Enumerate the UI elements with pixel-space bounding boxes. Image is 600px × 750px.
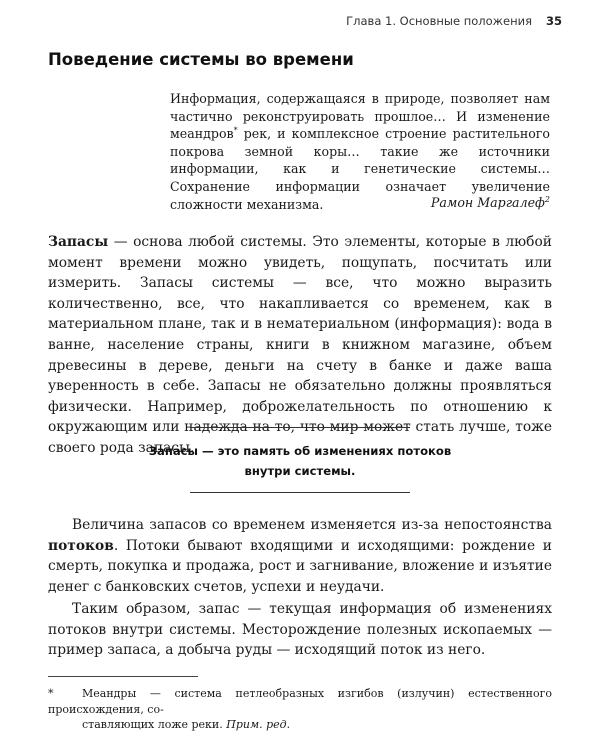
running-head [346,14,562,28]
term-flows: потоков [48,537,114,554]
epigraph-author-name: Рамон Маргалеф [430,195,545,210]
footnote-rule [48,676,198,677]
callout [130,441,470,481]
section-title: Поведение системы во времени [48,50,354,69]
callout-line-2: внутри системы. [244,464,356,478]
epigraph-author [431,195,550,210]
term-stocks: Запасы [48,234,109,250]
footnote-mark: * [48,687,54,700]
running-head-chapter: Глава 1. Основные положения [346,14,532,28]
footnote [48,686,552,733]
footnote-line-1: Меандры — система петлеобразных изгибов (излучин) естественного происхождения, со- [48,687,552,716]
epigraph-author-note: 2 [544,194,550,204]
epigraph-text: Информация, содержащаяся в природе, позволяет нам частично реконструировать прошлое… И изменение меандров [170,91,550,142]
epigraph-text-continued: рек, и комплексное строение растительного покрова земной коры… такие же источники информации, как и генетические системы… Сохранение информации означает увеличение сложности механизма. [170,126,550,212]
paragraph-stocks [48,232,552,459]
page-number: 35 [545,14,562,28]
paragraph-flows [48,515,552,597]
paragraph-stocks-text: — основа любой системы. Это элементы, которые в любой момент времени можно увидеть, пощупать, посчитать или измерить. Запасы системы — все, что можно выразить количественно, все, что накапливается со временем, как в материальном плане, так и в нематериальном (информация): вода в ванне, население страны, книги в книжном магазине, объем древесины в дереве, деньги на счету в банке и даже ваша уверенность в себе. Запасы не обязательно должны проявляться физически. Например, доброжелательность по отношению к окружающим или надежда на то, что мир может стать лучше, тоже своего рода запасы. [48,234,552,456]
footnote-line-2: ставляющих ложе реки. [82,718,223,731]
paragraph-flows-text-before: Величина запасов со временем изменяется из-за непостоянства [72,517,552,533]
callout-rule-bottom [190,492,410,493]
epigraph-footnote-mark: * [233,126,238,135]
callout-rule-top [190,427,410,428]
callout-line-1: Запасы — это память об изменениях потоков [148,444,452,458]
footnote-editor-note: Прим. ред. [226,718,291,731]
paragraph-flows-text-after: . Потоки бывают входящими и исходящими: рождение и смерть, покупка и продажа, рост и загнивание, вложение и изъятие денег с банковских счетов, успехи и неудачи. [48,537,552,595]
footnote-line-2-wrap [48,717,552,733]
paragraph-summary: Таким образом, запас — текущая информация об изменениях потоков внутри системы. Месторождение полезных ископаемых — пример запаса, а добыча руды — исходящий поток из него. [48,601,552,659]
